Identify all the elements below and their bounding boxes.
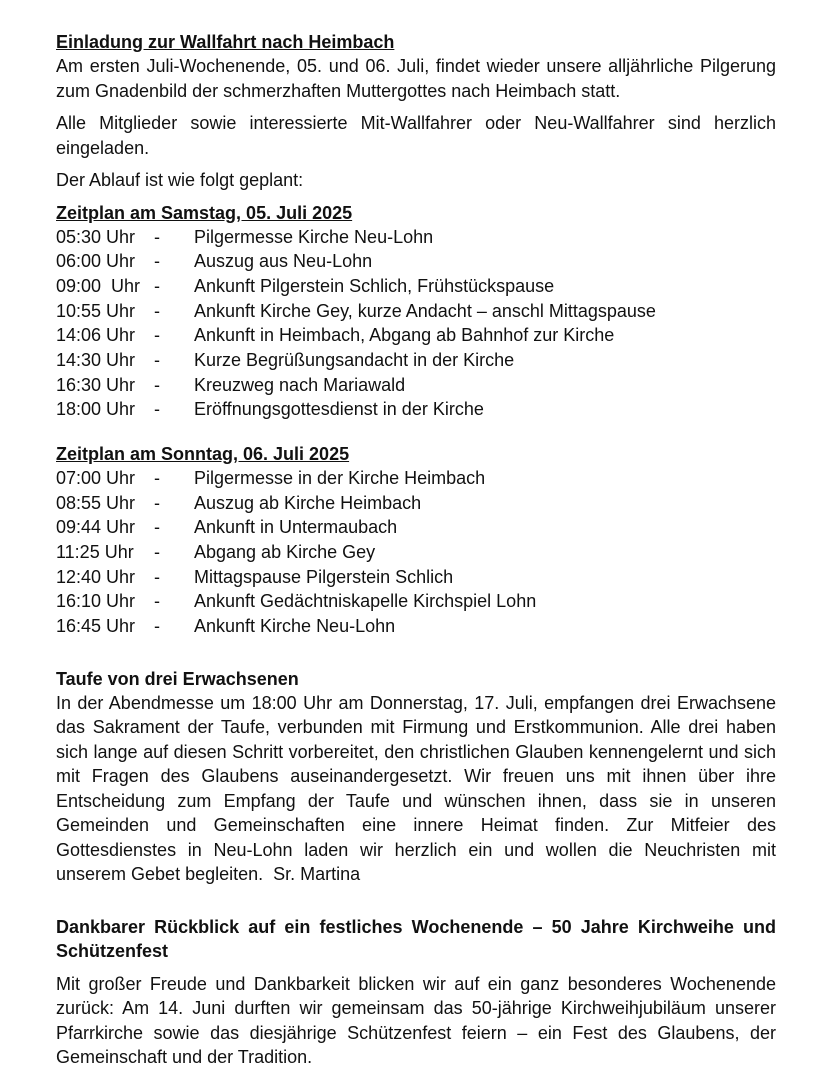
schedule-row [56,348,776,373]
baptism-text: In der Abendmesse um 18:00 Uhr am Donnerstag, 17. Juli, empfangen drei Erwachsene das Sakrament der Taufe, verbunden mit Firmung und Erstkommunion. Alle drei haben sich lange auf diesen Schritt vorbereitet, den christlichen Glauben kennengelernt und sich mit Fragen des Glaubens auseinandergesetzt. Wir freuen uns mit ihnen über ihre Entscheidung zum Empfang der Taufe und wünschen ihnen, dass sie in unseren Gemeinden und Gemeinschaften eine innere Heimat finden. Zur Mitfeier des Gottesdienstes in Neu-Lohn laden wir herzlich ein und wollen die Neuchristen mit unserem Gebet begleiten. [56,692,776,885]
invitation-paragraph-1: Am ersten Juli-Wochenende, 05. und 06. Juli, findet wieder unsere alljährliche Pilgerung zum Gnadenbild der schmerzhaften Muttergottes nach Heimbach statt. [56,56,776,101]
invitation-paragraph-2: Alle Mitglieder sowie interessierte Mit-Wallfahrer oder Neu-Wallfahrer sind herzlich eingeladen. [56,113,776,158]
schedule-time: 12:40 Uhr [56,566,136,587]
sunday-schedule [56,466,776,639]
schedule-dash: - [154,275,160,296]
schedule-row [56,491,776,516]
schedule-dash: - [154,542,160,563]
schedule-description: Pilgermesse in der Kirche Heimbach [194,468,486,488]
saturday-schedule-title: Zeitplan am Samstag, 05. Juli 2025 [56,202,353,223]
schedule-time: 07:00 Uhr [56,468,136,488]
schedule-description: Ankunft in Untermaubach [194,517,398,538]
schedule-time: 05:30 Uhr [56,226,136,247]
invitation-paragraph-3: Der Ablauf ist wie folgt geplant: [56,170,304,190]
schedule-dash: - [154,251,160,272]
schedule-row [56,323,776,348]
schedule-description: Eröffnungsgottesdienst in der Kirche [194,399,484,420]
schedule-time: 14:30 Uhr [56,349,136,370]
schedule-dash: - [154,325,160,346]
schedule-row [56,565,776,590]
schedule-time: 06:00 Uhr [56,251,136,272]
schedule-time: 18:00 Uhr [56,399,136,420]
schedule-time: 11:25 Uhr [56,542,134,563]
schedule-dash: - [154,616,160,637]
schedule-time: 09:44 Uhr [56,517,136,538]
schedule-description: Auszug ab Kirche Heimbach [194,492,422,513]
sunday-schedule-title: Zeitplan am Sonntag, 06. Juli 2025 [56,444,350,464]
schedule-time: 09:00 Uhr [56,275,141,296]
schedule-dash: - [154,226,160,247]
schedule-dash: - [154,468,160,488]
schedule-description: Kreuzweg nach Mariawald [194,374,406,395]
schedule-row [56,299,776,324]
schedule-dash: - [154,566,160,587]
schedule-dash: - [154,349,160,370]
schedule-time: 10:55 Uhr [56,300,136,321]
schedule-dash: - [154,492,160,513]
review-paragraph: Mit großer Freude und Dankbarkeit blicken wir auf ein ganz besonderes Wochenende zurück: Am 14. Juni durften wir gemeinsam das 50-jährige Kirchweihjubiläum unserer Pfarrkirche sowie das diesjährige Schützenfest feiern – ein Fest des Glaubens, der Gemeinschaft und der Tradition. [56,973,776,1068]
schedule-dash: - [154,399,160,420]
document-page [56,30,776,1070]
invitation-title: Einladung zur Wallfahrt nach Heimbach [56,32,395,52]
schedule-time: 16:10 Uhr [56,591,136,612]
schedule-row [56,274,776,299]
schedule-dash: - [154,517,160,538]
schedule-description: Ankunft Gedächtniskapelle Kirchspiel Lohn [194,591,537,612]
schedule-time: 08:55 Uhr [56,492,136,513]
schedule-description: Ankunft Kirche Gey, kurze Andacht – anschl Mittagspause [194,300,656,321]
schedule-row [56,466,776,491]
schedule-dash: - [154,300,160,321]
schedule-dash: - [154,374,160,395]
schedule-description: Kurze Begrüßungsandacht in der Kirche [194,349,515,370]
schedule-row [56,614,776,639]
review-title: Dankbarer Rückblick auf ein festliches Wochenende – 50 Jahre Kirchweihe und Schützenfest [56,916,776,962]
schedule-description: Ankunft Kirche Neu-Lohn [194,616,396,637]
schedule-time: 16:45 Uhr [56,616,136,637]
schedule-row [56,373,776,398]
schedule-row [56,540,776,565]
baptism-paragraph [56,691,776,887]
schedule-description: Mittagspause Pilgerstein Schlich [194,566,454,587]
baptism-signature: Sr. Martina [273,864,361,885]
schedule-row [56,225,776,250]
schedule-description: Ankunft in Heimbach, Abgang ab Bahnhof zur Kirche [194,325,615,346]
schedule-description: Pilgermesse Kirche Neu-Lohn [194,226,434,247]
schedule-time: 16:30 Uhr [56,374,136,395]
schedule-row [56,397,776,422]
schedule-dash: - [154,591,160,612]
baptism-title: Taufe von drei Erwachsenen [56,668,299,689]
schedule-description: Auszug aus Neu-Lohn [194,251,373,272]
schedule-time: 14:06 Uhr [56,325,136,346]
schedule-description: Abgang ab Kirche Gey [194,542,376,563]
schedule-description: Ankunft Pilgerstein Schlich, Frühstückspause [194,275,555,296]
schedule-row [56,249,776,274]
saturday-schedule [56,225,776,423]
schedule-row [56,589,776,614]
schedule-row [56,515,776,540]
